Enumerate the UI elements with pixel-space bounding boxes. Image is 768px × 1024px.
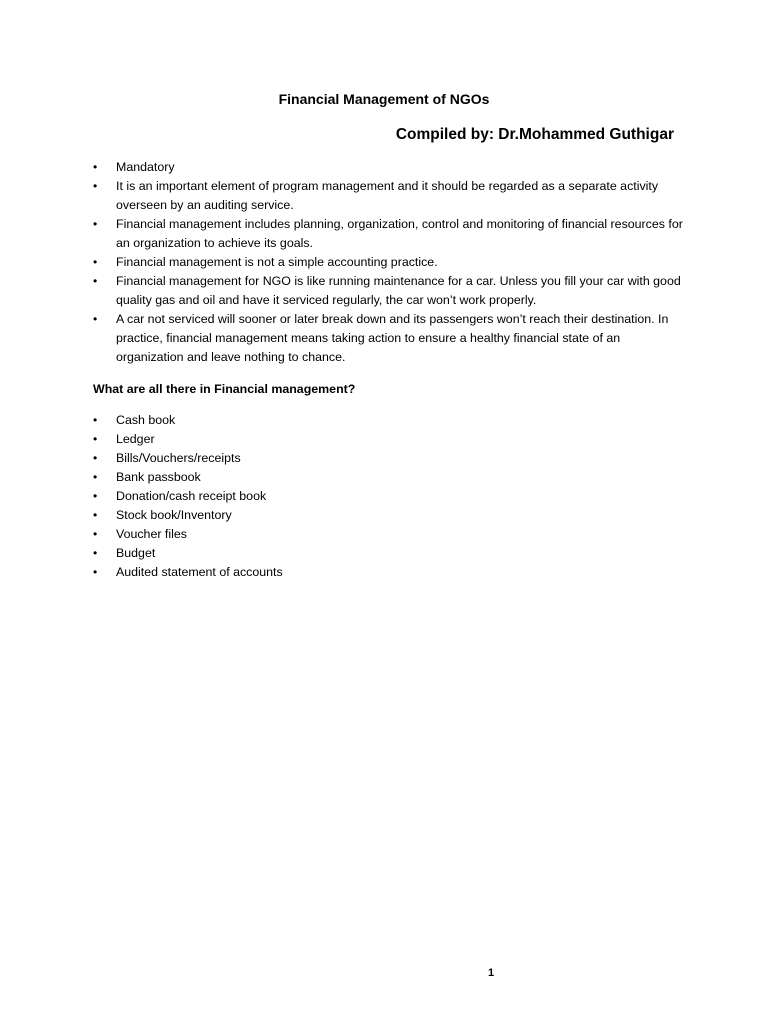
list-item-text: Budget — [116, 546, 156, 560]
list-item — [93, 449, 683, 468]
list-item — [93, 158, 683, 177]
list-item — [93, 411, 683, 430]
list-item-text: Stock book/Inventory — [116, 508, 232, 522]
bullet-icon: • — [93, 508, 98, 522]
bullet-icon: • — [93, 489, 98, 503]
bullet-icon: • — [93, 413, 98, 427]
bullet-icon: • — [93, 255, 98, 269]
components-bullet-list — [93, 411, 683, 582]
bullet-icon: • — [93, 470, 98, 484]
list-item-text: Financial management is not a simple accounting practice. — [116, 255, 438, 269]
list-item — [93, 215, 683, 253]
list-item — [93, 563, 683, 582]
list-item-text: Bank passbook — [116, 470, 201, 484]
list-item-text: Ledger — [116, 432, 155, 446]
bullet-icon: • — [93, 565, 98, 579]
page-number: 1 — [488, 967, 495, 979]
list-item — [93, 487, 683, 506]
list-item-text: It is an important element of program management and it should be regarded as a separate activity overseen by an auditing service. — [116, 179, 659, 212]
bullet-icon: • — [93, 432, 98, 446]
list-item-text: A car not serviced will sooner or later break down and its passengers won’t reach their destination. In practice, financial management means taking action to ensure a healthy financial state of an organization and leave nothing to chance. — [116, 312, 669, 364]
list-item-text: Financial management includes planning, organization, control and monitoring of financial resources for an organization to achieve its goals. — [116, 217, 683, 250]
list-item — [93, 253, 683, 272]
bullet-icon: • — [93, 179, 98, 193]
bullet-icon: • — [93, 451, 98, 465]
bullet-icon: • — [93, 274, 98, 288]
list-item — [93, 272, 683, 310]
list-item-text: Donation/cash receipt book — [116, 489, 267, 503]
list-item — [93, 310, 683, 367]
document-title: Financial Management of NGOs — [278, 91, 490, 107]
author-line: Compiled by: Dr.Mohammed Guthigar — [395, 126, 674, 143]
list-item — [93, 525, 683, 544]
list-item — [93, 430, 683, 449]
list-item-text: Mandatory — [116, 160, 175, 174]
list-item-text: Cash book — [116, 413, 176, 427]
intro-bullet-list — [93, 158, 683, 367]
bullet-icon: • — [93, 217, 98, 231]
bullet-icon: • — [93, 546, 98, 560]
bullet-icon: • — [93, 160, 98, 174]
bullet-icon: • — [93, 527, 98, 541]
list-item-text: Financial management for NGO is like running maintenance for a car. Unless you fill your car with good quality gas and oil and have it serviced regularly, the car won’t work properly. — [116, 274, 681, 307]
bullet-icon: • — [93, 312, 98, 326]
section-question: What are all there in Financial management? — [93, 382, 356, 396]
list-item — [93, 177, 683, 215]
list-item-text: Audited statement of accounts — [116, 565, 283, 579]
list-item — [93, 544, 683, 563]
list-item-text: Voucher files — [116, 527, 187, 541]
list-item — [93, 506, 683, 525]
list-item-text: Bills/Vouchers/receipts — [116, 451, 241, 465]
list-item — [93, 468, 683, 487]
